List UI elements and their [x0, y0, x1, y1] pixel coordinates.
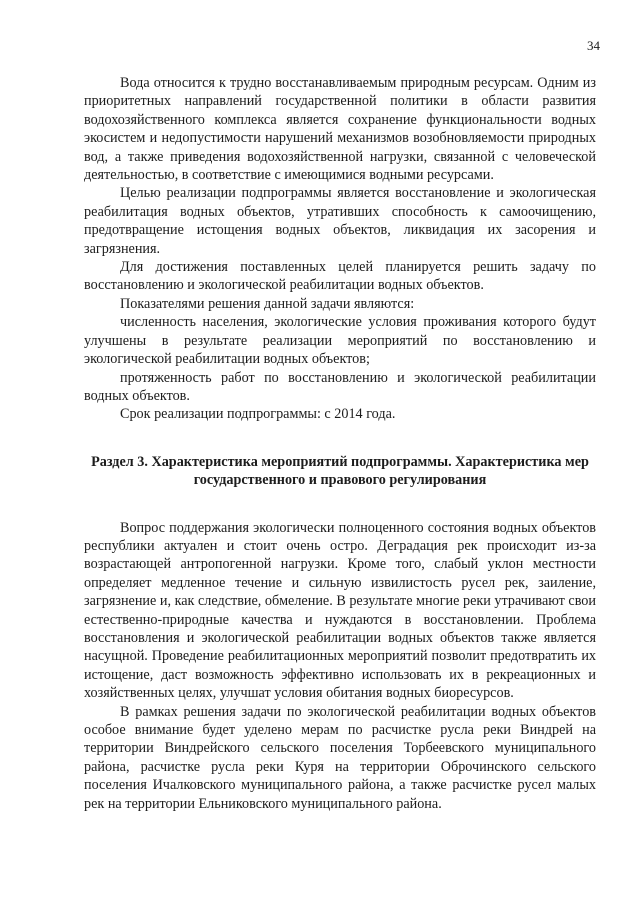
- paragraph: численность населения, экологические условия проживания которого будут улучшены в результате реализации мероприятий по восстановлению и экологической реабилитации водных объектов;: [84, 314, 596, 368]
- paragraph: Для достижения поставленных целей планируется решить задачу по восстановлению и экологической реабилитации водных объектов.: [84, 259, 596, 294]
- intro-text: [84, 74, 596, 424]
- paragraph: Целью реализации подпрограммы является восстановление и экологическая реабилитация водных объектов, утративших способность к самоочищению, предотвращение истощения водных объектов, ликвидация их засорения и загрязнения.: [84, 185, 596, 257]
- paragraph: Вода относится к трудно восстанавливаемым природным ресурсам. Одним из приоритетных направлений государственной политики в области развития водохозяйственного комплекса является сохранение функциональности водных экосистем и недопустимости нарушений механизмов возобновляемости природных вод, а также приведения водохозяйственной нагрузки, связанной с человеческой деятельностью, в соответствие с имеющимися водными ресурсами.: [84, 75, 596, 184]
- section-text: [84, 519, 596, 814]
- paragraph: протяженность работ по восстановлению и экологической реабилитации водных объектов.: [84, 369, 596, 404]
- page-number: 34: [587, 38, 600, 53]
- paragraph: Вопрос поддержания экологически полноценного состояния водных объектов республики актуален и стоит очень остро. Деградация рек происходит из-за возрастающей антропогенной нагрузки. Кроме того, слабый уклон местности определяет медленное течение и сильную извилистость русел рек, заиление, загрязнение и, как следствие, обмеление. В результате многие реки утрачивают свои естественно-природные качества и нуждаются в восстановлении. Проблема восстановления и экологической реабилитации водных объектов также является насущной. Проведение реабилитационных мероприятий позволит предотвратить их истощение, даст возможность эффективно использовать их в рекреационных и хозяйственных целях, улучшат условия обитания водных биоресурсов.: [84, 519, 596, 702]
- paragraph: Срок реализации подпрограммы: с 2014 года.: [120, 406, 396, 423]
- paragraph: В рамках решения задачи по экологической реабилитации водных объектов особое внимание будет уделено мерам по расчистке русла реки Виндрей на территории Виндрейского сельского поселения Торбеевского муниципального района, расчистке русла реки Куря на территории Оброчинского сельского поселения Ичалковского муниципального района, а также расчистке русел малых рек на территории Ельниковского муниципального района.: [84, 703, 596, 812]
- section-heading: Раздел 3. Характеристика мероприятий подпрограммы. Характеристика мер государственного и правового регулирования: [91, 453, 589, 489]
- paragraph: Показателями решения данной задачи являются:: [120, 295, 415, 312]
- page-content: [84, 74, 596, 813]
